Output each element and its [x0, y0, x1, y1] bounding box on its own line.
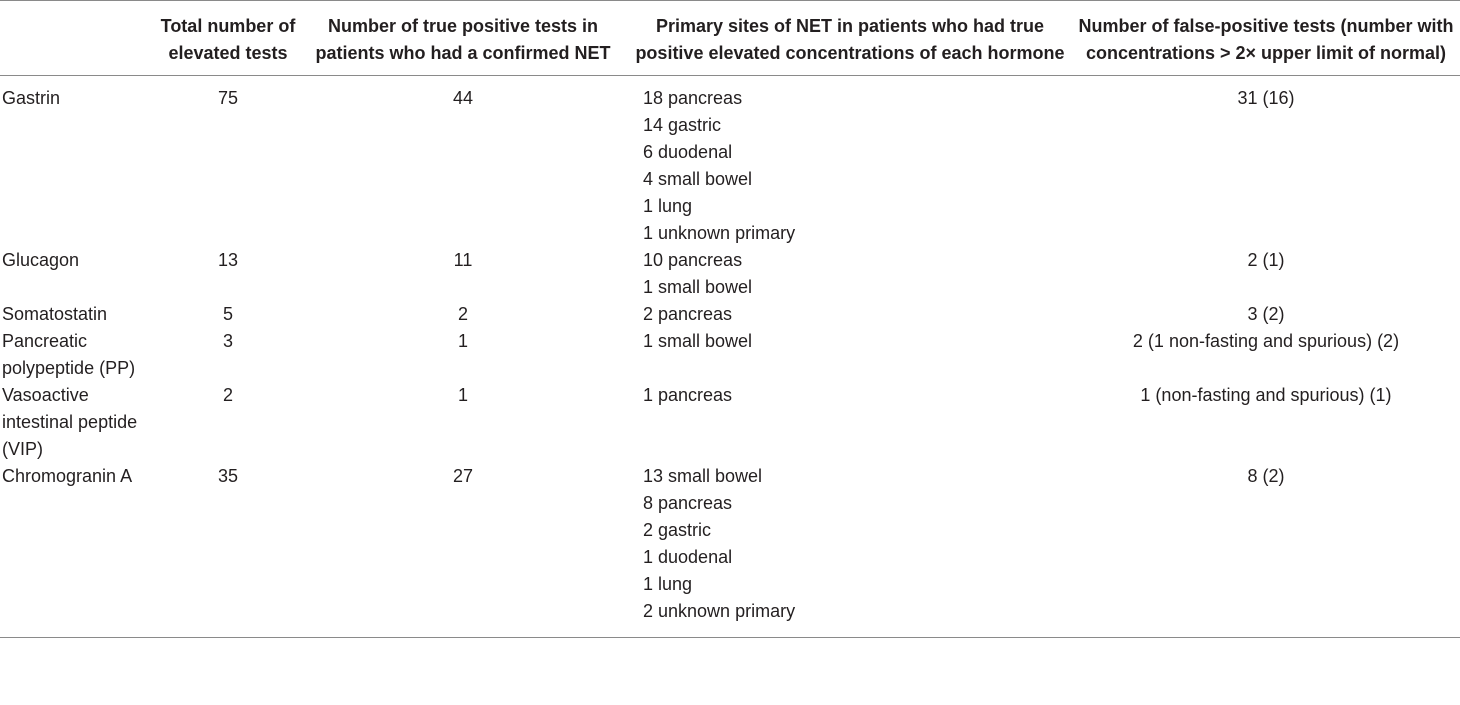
total-elevated: 5 — [222, 304, 233, 324]
primary-sites — [628, 328, 1072, 382]
table-header — [0, 1, 1460, 76]
true-positive: 44 — [452, 88, 474, 108]
hormone-name: Glucagon — [2, 250, 80, 270]
site-item: 1 duodenal — [643, 547, 733, 567]
false-positive: 31 (16) — [1237, 88, 1295, 108]
table-row — [0, 247, 1460, 301]
header-true-positive: Number of true positive tests in patients who had a confirmed NET — [315, 16, 611, 63]
site-item: 2 gastric — [643, 520, 712, 540]
hormone-name: Gastrin — [2, 88, 61, 108]
primary-sites — [628, 382, 1072, 463]
hormone-name: Chromogranin A — [2, 466, 133, 486]
site-item: 1 small bowel — [643, 277, 753, 297]
table-body — [0, 76, 1460, 638]
total-elevated: 75 — [217, 88, 239, 108]
site-item: 6 duodenal — [643, 142, 733, 162]
hormone-name: Somatostatin — [2, 304, 108, 324]
hormone-name: Pancreatic polypeptide (PP) — [2, 331, 136, 378]
false-positive: 2 (1) — [1247, 250, 1285, 270]
primary-sites — [628, 463, 1072, 638]
true-positive: 2 — [457, 304, 468, 324]
total-elevated: 3 — [222, 331, 233, 351]
table-row — [0, 301, 1460, 328]
site-item: 1 small bowel — [643, 331, 753, 351]
header-false-positive: Number of false-positive tests (number with concentrations > 2× upper limit of normal) — [1078, 16, 1454, 63]
true-positive: 11 — [453, 250, 473, 270]
site-item: 8 pancreas — [643, 493, 733, 513]
false-positive: 3 (2) — [1247, 304, 1285, 324]
header-hormone — [0, 1, 158, 76]
site-item: 18 pancreas — [643, 88, 743, 108]
site-item: 1 lung — [643, 574, 693, 594]
site-item: 2 pancreas — [643, 304, 733, 324]
header-row — [0, 1, 1460, 76]
primary-sites — [628, 76, 1072, 248]
site-item: 10 pancreas — [643, 250, 743, 270]
true-positive: 1 — [457, 331, 468, 351]
primary-sites — [628, 247, 1072, 301]
hormone-name: Vasoactive intestinal peptide (VIP) — [2, 385, 138, 459]
site-item: 4 small bowel — [643, 169, 753, 189]
true-positive: 1 — [457, 385, 468, 405]
total-elevated: 2 — [222, 385, 233, 405]
table-row — [0, 76, 1460, 248]
false-positive: 2 (1 non-fasting and spurious) (2) — [1132, 331, 1400, 351]
total-elevated: 13 — [217, 250, 239, 270]
site-item: 2 unknown primary — [643, 601, 796, 621]
total-elevated: 35 — [217, 466, 239, 486]
table-row — [0, 382, 1460, 463]
site-item: 14 gastric — [643, 115, 722, 135]
table-row — [0, 463, 1460, 638]
site-item: 13 small bowel — [643, 466, 763, 486]
table-row — [0, 328, 1460, 382]
header-total-elevated: Total number of elevated tests — [160, 16, 296, 63]
site-item: 1 unknown primary — [643, 223, 796, 243]
site-item: 1 pancreas — [643, 385, 733, 405]
primary-sites — [628, 301, 1072, 328]
true-positive: 27 — [452, 466, 474, 486]
site-item: 1 lung — [643, 196, 693, 216]
header-primary-sites: Primary sites of NET in patients who had true positive elevated concentrations of each hormone — [635, 16, 1065, 63]
false-positive: 1 (non-fasting and spurious) (1) — [1140, 385, 1392, 405]
false-positive: 8 (2) — [1247, 466, 1285, 486]
